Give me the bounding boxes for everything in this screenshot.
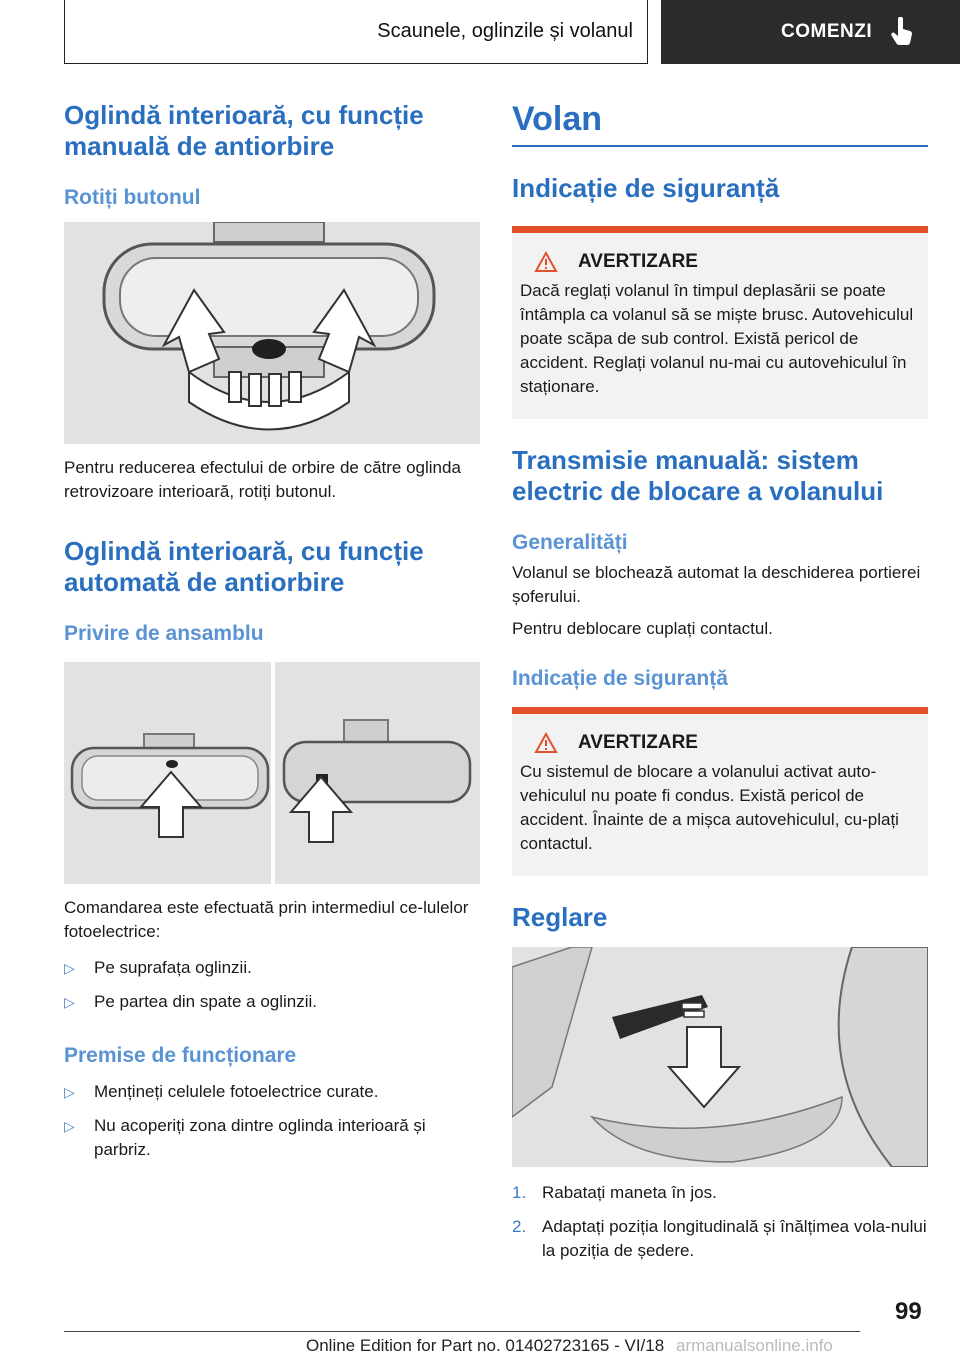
footer-rule: [64, 1331, 860, 1332]
paragraph-general-2: Pentru deblocare cuplați contactul.: [512, 619, 773, 638]
heading-rule: [512, 145, 928, 147]
watermark: armanualsonline.info: [676, 1336, 833, 1355]
warning-text: Cu sistemul de blocare a volanului activat auto-vehiculul nu poate fi condus. Există pericol de accident. Înainte de a mișca autovehiculul, cu-plați contactul.: [520, 762, 899, 853]
hand-pointer-icon: [890, 17, 916, 47]
heading-reglare: Reglare: [512, 902, 608, 932]
warning-title: AVERTIZARE: [520, 251, 920, 273]
subheading-overview: Privire de ansamblu: [64, 622, 264, 645]
mirror-knob-illustration: [64, 222, 480, 444]
list-item: ▷ Pe suprafața oglinzii.: [64, 956, 480, 980]
paragraph-general-1: Volanul se blochează automat la deschiderea portierei șoferului.: [512, 563, 921, 606]
list-item: ▷ Pe partea din spate a oglinzii.: [64, 990, 480, 1014]
warning-triangle-icon: [534, 732, 558, 754]
header-section-title: [64, 0, 648, 64]
heading-safety: Indicație de siguranță: [512, 173, 780, 203]
left-column: [64, 100, 480, 1172]
heading-steering-lock: Transmisie manuală: sistem electric de blocare a volanului: [512, 445, 884, 506]
warning-box: [512, 226, 928, 419]
list-item: ▷ Nu acoperiți zona dintre oglinda interioară și parbriz.: [64, 1116, 426, 1159]
steering-lever-illustration: [512, 947, 928, 1167]
warning-title: AVERTIZARE: [520, 732, 920, 754]
warning-box: [512, 707, 928, 876]
triangle-bullet-icon: ▷: [64, 994, 75, 1010]
subheading-general: Generalități: [512, 531, 628, 554]
section-title: Scaunele, oglinzile și volanul: [377, 20, 633, 42]
triangle-bullet-icon: ▷: [64, 960, 75, 976]
steps-list: [512, 1181, 928, 1263]
subheading-safety-2: Indicație de siguranță: [512, 667, 728, 690]
heading-auto-mirror: Oglindă interioară, cu funcție automată de antiorbire: [64, 536, 424, 597]
mirror-photocell-illustration: [64, 662, 480, 884]
triangle-bullet-icon: ▷: [64, 1084, 75, 1100]
subheading-rotate: Rotiți butonul: [64, 186, 201, 209]
overview-list: [64, 956, 480, 1014]
list-item: 1. Rabatați maneta în jos.: [512, 1183, 717, 1202]
paragraph-overview: Comandarea este efectuată prin intermediul ce-lulelor fotoelectrice:: [64, 898, 469, 941]
page-number: 99: [895, 1298, 922, 1325]
heading-manual-mirror: Oglindă interioară, cu funcție manuală de antiorbire: [64, 100, 424, 161]
right-column: [512, 100, 928, 1273]
paragraph-rotate: Pentru reducerea efectului de orbire de către oglinda retrovizoare interioară, rotiți butonul.: [64, 458, 461, 501]
header-tab: [661, 0, 960, 64]
warning-text: Dacă reglați volanul în timpul deplasării se poate întâmpla ca volanul să se miște brusc. Autovehiculul poate scăpa de sub control. Există pericol de accident. Reglați volanul nu-mai cu autovehiculul în staționare.: [520, 281, 914, 396]
edition-text: Online Edition for Part no. 01402723165 - VI/18: [306, 1336, 665, 1355]
heading-volan: Volan: [512, 100, 603, 138]
subheading-premises: Premise de funcționare: [64, 1044, 297, 1067]
warning-triangle-icon: [534, 251, 558, 273]
list-item: ▷ Mențineți celulele fotoelectrice curate.: [64, 1080, 480, 1104]
premises-list: [64, 1080, 480, 1162]
tab-label: COMENZI: [781, 21, 873, 42]
list-item: 2. Adaptați poziția longitudinală și înălțimea vola-nului la poziția de ședere.: [512, 1217, 927, 1260]
triangle-bullet-icon: ▷: [64, 1118, 75, 1134]
